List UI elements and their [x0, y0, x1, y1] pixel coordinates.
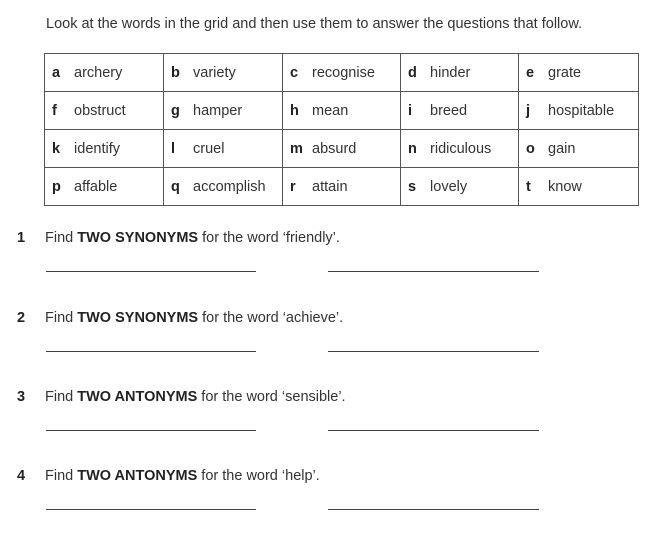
cell-letter: s [408, 178, 417, 195]
cell-word: hospitable [548, 102, 615, 119]
cell-letter: i [408, 102, 413, 119]
question-suffix: for the word ‘help’. [197, 468, 320, 484]
cell-word: cruel [193, 140, 225, 157]
cell-word: affable [74, 178, 118, 195]
grid-row [45, 130, 639, 168]
cell-letter: o [526, 140, 535, 157]
cell-letter: a [52, 64, 61, 81]
cell-letter: n [408, 140, 417, 157]
question-text [45, 230, 340, 246]
grid-cell [164, 130, 283, 168]
cell-letter: f [52, 102, 57, 119]
cell-word: gain [548, 140, 576, 157]
cell-word: know [548, 178, 582, 195]
cell-word: ridiculous [430, 140, 492, 157]
cell-letter: d [408, 64, 417, 81]
question-text [45, 389, 346, 405]
answer-line-2[interactable] [328, 430, 539, 431]
cell-letter: j [526, 102, 531, 119]
grid-cell [45, 92, 164, 130]
grid-cell [283, 168, 401, 206]
question-4 [0, 468, 657, 538]
cell-word: lovely [430, 178, 468, 195]
question-suffix: for the word ‘sensible’. [197, 389, 346, 405]
cell-word: breed [430, 102, 468, 119]
grid-cell [164, 54, 283, 92]
grid-cell [283, 130, 401, 168]
answer-line-1[interactable] [46, 509, 256, 510]
question-text [45, 310, 343, 326]
grid-row [45, 54, 639, 92]
question-number: 4 [17, 468, 26, 484]
cell-letter: c [290, 64, 299, 81]
grid-cell [164, 92, 283, 130]
question-prefix: Find [45, 468, 78, 484]
answer-line-1[interactable] [46, 271, 256, 272]
question-3 [0, 389, 657, 459]
cell-word: variety [193, 64, 236, 81]
question-number: 1 [17, 230, 26, 246]
cell-word: obstruct [74, 102, 126, 119]
cell-letter: b [171, 64, 180, 81]
cell-word: identify [74, 140, 120, 157]
cell-word: recognise [312, 64, 375, 81]
grid-cell [519, 92, 639, 130]
answer-line-2[interactable] [328, 271, 539, 272]
grid-cell [283, 54, 401, 92]
cell-letter: e [526, 64, 535, 81]
answer-line-2[interactable] [328, 351, 539, 352]
grid-cell [164, 168, 283, 206]
grid-cell [283, 92, 401, 130]
question-keyword: TWO SYNONYMS [77, 310, 199, 326]
cell-word: accomplish [193, 178, 266, 195]
question-number: 3 [17, 389, 26, 405]
cell-letter: g [171, 102, 180, 119]
cell-word: archery [74, 64, 123, 81]
instruction-text: Look at the words in the grid and then use them to answer the questions that follow. [46, 16, 583, 32]
word-grid [44, 53, 639, 206]
grid-cell [45, 168, 164, 206]
cell-letter: k [52, 140, 61, 157]
cell-word: grate [548, 64, 582, 81]
cell-word: absurd [312, 140, 357, 157]
grid-cell [519, 168, 639, 206]
question-keyword: TWO SYNONYMS [77, 230, 199, 246]
cell-letter: h [290, 102, 299, 119]
grid-cell [401, 54, 519, 92]
cell-word: hamper [193, 102, 243, 119]
grid-cell [401, 168, 519, 206]
cell-word: mean [312, 102, 349, 119]
cell-letter: q [171, 178, 180, 195]
question-keyword: TWO ANTONYMS [77, 389, 198, 405]
question-prefix: Find [45, 389, 78, 405]
grid-cell [519, 130, 639, 168]
grid-row [45, 92, 639, 130]
cell-word: hinder [430, 64, 471, 81]
question-2 [0, 310, 657, 380]
question-number: 2 [17, 310, 26, 326]
question-suffix: for the word ‘friendly’. [198, 230, 340, 246]
grid-cell [519, 54, 639, 92]
question-prefix: Find [45, 310, 78, 326]
grid-cell [45, 130, 164, 168]
cell-letter: p [52, 178, 61, 195]
grid-cell [401, 130, 519, 168]
cell-letter: r [290, 178, 296, 195]
cell-letter: t [526, 178, 531, 195]
cell-letter: m [290, 140, 303, 157]
answer-line-1[interactable] [46, 430, 256, 431]
question-text [45, 468, 320, 484]
question-suffix: for the word ‘achieve’. [198, 310, 344, 326]
answer-line-1[interactable] [46, 351, 256, 352]
question-prefix: Find [45, 230, 78, 246]
grid-cell [401, 92, 519, 130]
grid-row [45, 168, 639, 206]
question-1 [0, 230, 657, 300]
grid-cell [45, 54, 164, 92]
answer-line-2[interactable] [328, 509, 539, 510]
cell-word: attain [312, 178, 348, 195]
question-keyword: TWO ANTONYMS [77, 468, 198, 484]
cell-letter: l [171, 140, 176, 157]
